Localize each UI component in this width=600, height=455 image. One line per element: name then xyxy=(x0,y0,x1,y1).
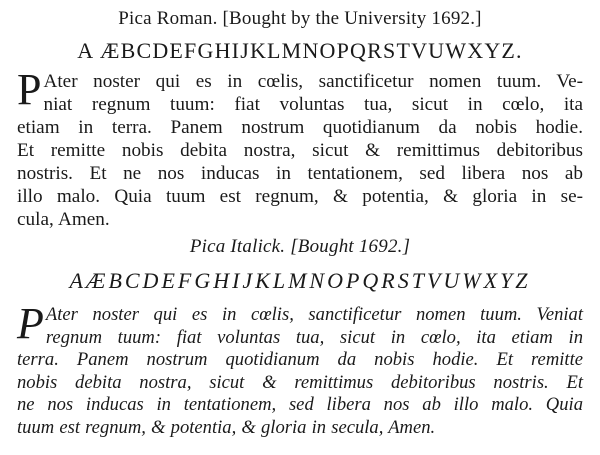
roman-heading: Pica Roman. [Bought by the University 1692.] xyxy=(118,8,482,29)
italic-alphabet: AÆBCDEFGHIJKLMNOPQRSTVUWXYZ xyxy=(69,268,531,293)
roman-line: cula, Amen. xyxy=(17,209,110,230)
italic-line: tuum est regnum, & potentia, & gloria in secula, Amen. xyxy=(17,416,436,438)
italic-paragraph xyxy=(17,299,583,440)
roman-dropcap: P xyxy=(17,65,42,114)
italic-line: terra. Panem nostrum quotidianum da nobis hodie. Et remitte xyxy=(17,349,583,371)
roman-line: etiam in terra. Panem nostrum quotidianum da nobis hodie. xyxy=(17,117,583,138)
roman-line: illo malo. Quia tuum est regnum, & potentia, & gloria in se- xyxy=(17,186,583,207)
italic-line: regnum tuum: fiat voluntas tua, sicut in cœlo, ita etiam in xyxy=(45,326,583,348)
roman-line: Ater noster qui es in cœlis, sanctificetur nomen tuum. Ve- xyxy=(43,71,583,92)
roman-line: niat regnum tuum: fiat voluntas tua, sicut in cœlo, ita xyxy=(43,94,583,115)
italic-heading: Pica Italick. [Bought 1692.] xyxy=(189,236,411,257)
italic-line: ne nos inducas in tentationem, sed libera nos ab illo malo. Quia xyxy=(17,394,583,416)
roman-line: nostris. Et ne nos inducas in tentationem, sed libera nos ab xyxy=(17,163,583,184)
roman-paragraph xyxy=(17,65,583,231)
italic-dropcap: P xyxy=(17,299,44,348)
roman-line: Et remitte nobis debita nostra, sicut & remittimus debitoribus xyxy=(17,140,583,161)
roman-alphabet: A ÆBCDEFGHIJKLMNOPQRSTVUWXYZ. xyxy=(77,38,523,63)
italic-line: Ater noster qui es in cœlis, sanctificetur nomen tuum. Veniat xyxy=(45,304,583,325)
italic-line: nobis debita nostra, sicut & remittimus debitoribus nostris. Et xyxy=(17,371,583,393)
